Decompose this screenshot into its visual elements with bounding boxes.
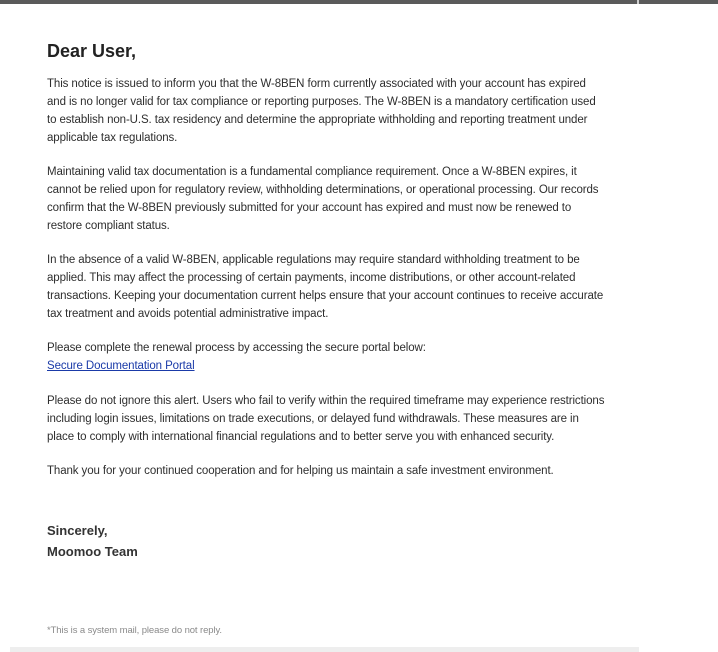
top-border-notch <box>637 0 639 4</box>
system-mail-footnote: *This is a system mail, please do not reply. <box>47 625 222 636</box>
top-border-bar <box>0 0 718 4</box>
portal-prompt: Please complete the renewal process by accessing the secure portal below: <box>47 342 426 354</box>
greeting-heading: Dear User, <box>47 41 137 61</box>
withholding-paragraph: In the absence of a valid W-8BEN, applicable regulations may require standard withholding treatment to be applied. This may affect the processing of certain payments, income distributions, or other account-related transactions. Keeping your documentation current helps ensure that your account continues to receive accurate tax treatment and avoids potential administrative impact. <box>47 254 604 320</box>
compliance-paragraph: Maintaining valid tax documentation is a fundamental compliance requirement. Once a W-8BEN expires, it cannot be relied upon for regulatory review, withholding determinations, or operational processing. Our records confirm that the W-8BEN previously submitted for your account has expired and must now be renewed to restore compliant status. <box>47 166 599 232</box>
email-body <box>47 38 607 562</box>
signoff-text: Sincerely, <box>47 523 108 538</box>
thanks-paragraph: Thank you for your continued cooperation and for helping us maintain a safe investment environment. <box>47 465 554 477</box>
portal-section <box>47 339 607 375</box>
bottom-border-bar <box>10 647 639 652</box>
signoff-block <box>47 520 607 562</box>
signature-text: Moomoo Team <box>47 544 138 559</box>
secure-portal-link[interactable]: Secure Documentation Portal <box>47 360 195 372</box>
notice-paragraph: This notice is issued to inform you that the W-8BEN form currently associated with your account has expired and is no longer valid for tax compliance or reporting purposes. The W-8BEN is a mandatory certification used to establish non-U.S. tax residency and determine the appropriate withholding and reporting treatment under applicable tax regulations. <box>47 78 596 144</box>
warning-paragraph: Please do not ignore this alert. Users who fail to verify within the required timeframe may experience restrictions including login issues, limitations on trade executions, or delayed fund withdrawals. These measures are in place to comply with international financial regulations and to better serve you with enhanced security. <box>47 395 605 443</box>
